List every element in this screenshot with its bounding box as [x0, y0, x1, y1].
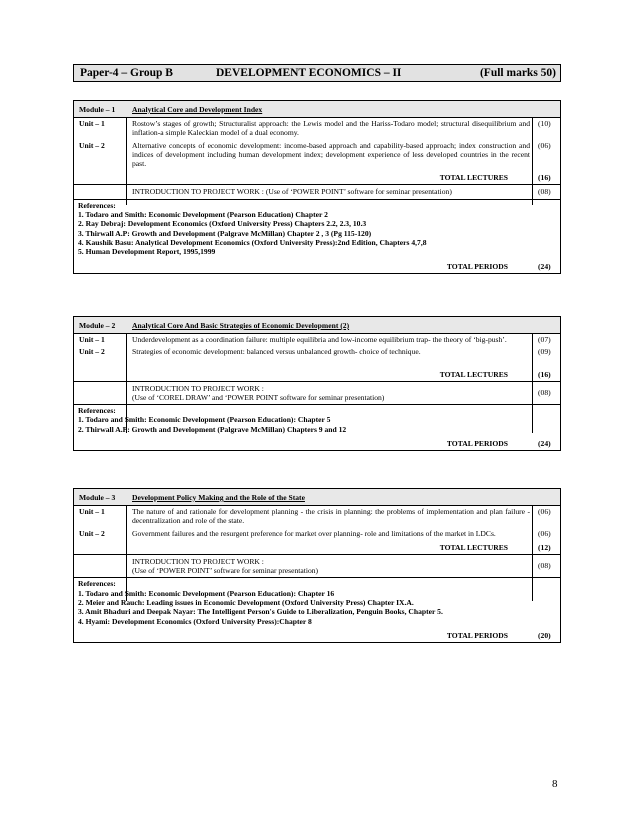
unit-row	[74, 118, 560, 140]
total-lectures-label: TOTAL LECTURES	[439, 542, 508, 552]
references-block	[74, 199, 560, 259]
total-lectures-row	[74, 367, 560, 381]
module-title: Analytical Core And Basic Strategies of Economic Development (2)	[132, 321, 350, 330]
total-lectures-row	[74, 540, 560, 554]
total-periods-row	[74, 259, 560, 273]
unit-label: Unit – 1	[79, 507, 105, 516]
reference-item: 2. Thirwall A.P: Growth and Development (Palgrave McMillan) Chapters 9 and 12	[78, 424, 347, 434]
module-2-header	[74, 317, 560, 334]
total-lectures-label: TOTAL LECTURES	[439, 369, 508, 379]
total-periods-value: (20)	[538, 630, 551, 640]
reference-item: 1. Todaro and Smith: Economic Development (Pearson Education): Chapter 5	[78, 415, 331, 425]
reference-item: 4. Hyami: Development Economics (Oxford University Press):Chapter 8	[78, 616, 312, 626]
unit-marks: (10)	[538, 119, 551, 128]
unit-description: Alternative concepts of economic development: income-based approach and capability-based approach; index construction and indices of development including human development index; development experience of less developed countries in the recent past.	[132, 140, 530, 169]
page-number: 8	[552, 778, 558, 790]
total-lectures-value: (12)	[538, 542, 551, 552]
module-label: Module – 3	[79, 493, 116, 502]
unit-description: Underdevelopment as a coordination failure: multiple equilibria and low-income equilibrium trap- the theory of ‘big-push’.	[132, 335, 507, 344]
references-heading: References:	[78, 200, 116, 210]
project-work-line: (Use of ‘POWER POINT’ software for seminar presentation)	[132, 566, 319, 576]
unit-marks: (06)	[538, 507, 551, 516]
total-periods-row	[74, 436, 560, 450]
project-work-text: INTRODUCTION TO PROJECT WORK : (Use of ‘POWER POINT’ software for seminar presentation)	[132, 187, 452, 197]
module-title: Development Policy Making and the Role of the State	[132, 493, 305, 502]
module-title: Analytical Core and Development Index	[132, 105, 263, 114]
unit-row	[74, 506, 560, 528]
total-periods-row	[74, 628, 560, 642]
unit-description: The nature of and rationale for development planning - the crisis in planning: the problems of implementation and plan failure - decentralization and role of the state.	[132, 507, 530, 526]
total-lectures-value: (16)	[538, 173, 551, 183]
paper-group-label: Paper-4 – Group B	[80, 67, 173, 79]
unit-row	[74, 346, 560, 358]
references-heading: References:	[78, 579, 116, 589]
module-3-box	[73, 488, 561, 643]
unit-marks: (06)	[538, 140, 551, 150]
unit-row	[74, 334, 560, 346]
module-label: Module – 1	[79, 105, 116, 114]
reference-item: 3. Thirwall A.P: Growth and Development (Palgrave McMillan) Chapter 2 , 3 (Pg 115-120)	[78, 228, 372, 238]
total-lectures-row	[74, 170, 560, 184]
unit-marks: (09)	[538, 347, 551, 357]
total-periods-value: (24)	[538, 439, 551, 449]
project-work-row	[74, 184, 560, 198]
unit-label: Unit – 2	[79, 528, 105, 538]
references-block	[74, 577, 560, 627]
unit-marks: (07)	[538, 335, 551, 344]
unit-description: Government failures and the resurgent preference for market over planning- role and limitations of the market in LDCs.	[132, 528, 496, 538]
unit-description: Strategies of economic development: balanced versus unbalanced growth- choice of technique.	[132, 347, 421, 357]
module-1-box	[73, 100, 561, 274]
references-block	[74, 404, 560, 436]
project-work-marks: (08)	[538, 387, 551, 397]
project-work-row	[74, 381, 560, 405]
total-periods-label: TOTAL PERIODS	[446, 439, 508, 449]
reference-item: 5. Human Development Report, 1995,1999	[78, 247, 216, 257]
module-1-header	[74, 101, 560, 118]
unit-row	[74, 140, 560, 171]
unit-label: Unit – 1	[79, 335, 105, 344]
unit-label: Unit – 1	[79, 119, 105, 128]
unit-label: Unit – 2	[79, 140, 105, 150]
project-work-text	[132, 555, 530, 578]
references-heading: References:	[78, 406, 116, 416]
project-work-marks: (08)	[538, 187, 551, 197]
reference-item: 3. Amit Bhaduri and Deepak Nayar: The Intelligent Person's Guide to Liberalization, Penguin Books, Chapter 5.	[78, 607, 443, 617]
unit-label: Unit – 2	[79, 347, 105, 357]
course-title: DEVELOPMENT ECONOMICS – II	[216, 67, 402, 79]
module-label: Module – 2	[79, 321, 116, 330]
project-work-line: INTRODUCTION TO PROJECT WORK :	[132, 383, 264, 393]
reference-item: 2. Ray Debraj: Development Economics (Oxford University Press) Chapters 2.2, 2.3, 10.3	[78, 219, 367, 229]
project-work-line: INTRODUCTION TO PROJECT WORK :	[132, 556, 264, 566]
unit-marks: (06)	[538, 528, 551, 538]
reference-item: 1. Todaro and Smith: Economic Development (Pearson Education): Chapter 16	[78, 588, 335, 598]
total-periods-label: TOTAL PERIODS	[446, 261, 508, 271]
reference-item: 4. Kaushik Basu: Analytical Development Economics (Oxford University Press):2nd Edition, Chapters 4,7,8	[78, 237, 427, 247]
project-work-marks: (08)	[538, 560, 551, 570]
reference-item: 2. Meier and Rauch: Leading issues in Economic Development (Oxford University Press) Chapter IX.A.	[78, 598, 414, 608]
total-periods-label: TOTAL PERIODS	[446, 630, 508, 640]
reference-item: 1. Todaro and Smith: Economic Development (Pearson Education) Chapter 2	[78, 210, 328, 220]
project-work-line: (Use of ‘COREL DRAW’ and ‘POWER POINT software for seminar presentation)	[132, 392, 385, 402]
full-marks-label: (Full marks 50)	[479, 67, 556, 79]
total-periods-value: (24)	[538, 261, 551, 271]
total-lectures-value: (16)	[538, 369, 551, 379]
syllabus-header-banner	[73, 64, 561, 82]
unit-row	[74, 528, 560, 540]
project-work-row	[74, 554, 560, 578]
project-work-text	[132, 382, 530, 405]
total-lectures-label: TOTAL LECTURES	[439, 173, 508, 183]
module-2-box	[73, 316, 561, 451]
unit-description: Rostow’s stages of growth; Structuralist approach: the Lewis model and the Hariss-Todaro model; structural disequilibrium and inflation-a simple Kaleckian model of a dual economy.	[132, 119, 530, 138]
module-3-header	[74, 489, 560, 506]
